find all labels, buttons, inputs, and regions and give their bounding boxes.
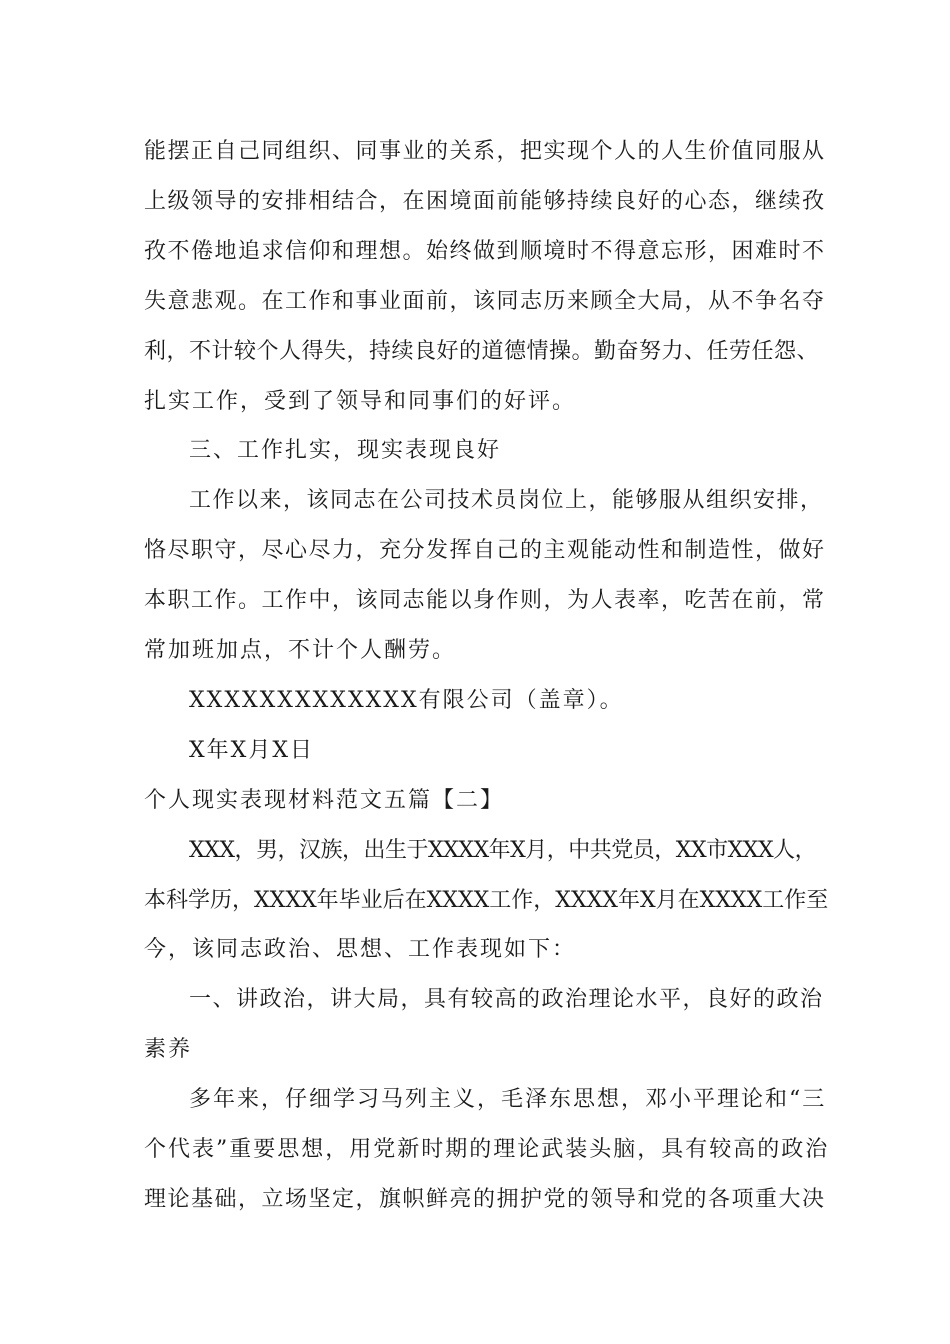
text-line: 今，该同志政治、思想、工作表现如下： [144,937,577,962]
text-line: 理论基础，立场坚定，旗帜鲜亮的拥护党的领导和党的各项重大决 [144,1187,826,1212]
text-line: 素养 [144,1037,193,1062]
text-line: 本科学历，XXXX年毕业后在XXXX工作，XXXX年X月在XXXX工作至 [144,888,829,913]
text-line: XXX，男，汉族，出生于XXXX年X月，中共党员，XX市XXX人， [189,838,817,863]
text-line: 工作以来，该同志在公司技术员岗位上，能够服从组织安排， [189,488,824,513]
text-line: 本职工作。工作中，该同志能以身作则，为人表率，吃苦在前，常 [144,588,826,613]
text-line: 失意悲观。在工作和事业面前，该同志历来顾全大局，从不争名夺 [144,289,826,314]
text-line: 个代表”重要思想，用党新时期的理论武装头脑，具有较高的政治 [144,1137,830,1162]
text-line: 常加班加点，不计个人酬劳。 [144,638,457,663]
text-line: 上级领导的安排相结合，在困境面前能够持续良好的心态，继续孜 [144,189,826,214]
text-line: 能摆正自己同组织、同事业的关系，把实现个人的人生价值同服从 [144,139,826,164]
date-line: X年X月X日 [189,738,314,763]
text-line: 多年来，仔细学习马列主义，毛泽东思想，邓小平理论和“三 [189,1087,827,1112]
text-line: 恪尽职守，尽心尽力，充分发挥自己的主观能动性和制造性，做好 [144,538,826,563]
article-title: 个人现实表现材料范文五篇【二】 [144,788,505,813]
text-line: 利，不计较个人得失，持续良好的道德情操。勤奋努力、任劳任怨、 [144,339,820,364]
text-line: 扎实工作，受到了领导和同事们的好评。 [144,389,577,414]
text-line: 孜不倦地追求信仰和理想。始终做到顺境时不得意忘形，困难时不 [144,239,826,264]
section-heading: 一、讲政治，讲大局，具有较高的政治理论水平，良好的政治 [189,987,824,1012]
section-heading: 三、工作扎实，现实表现良好 [189,438,502,463]
company-seal-line: XXXXXXXXXXXXX有限公司（盖章）。 [189,688,624,713]
